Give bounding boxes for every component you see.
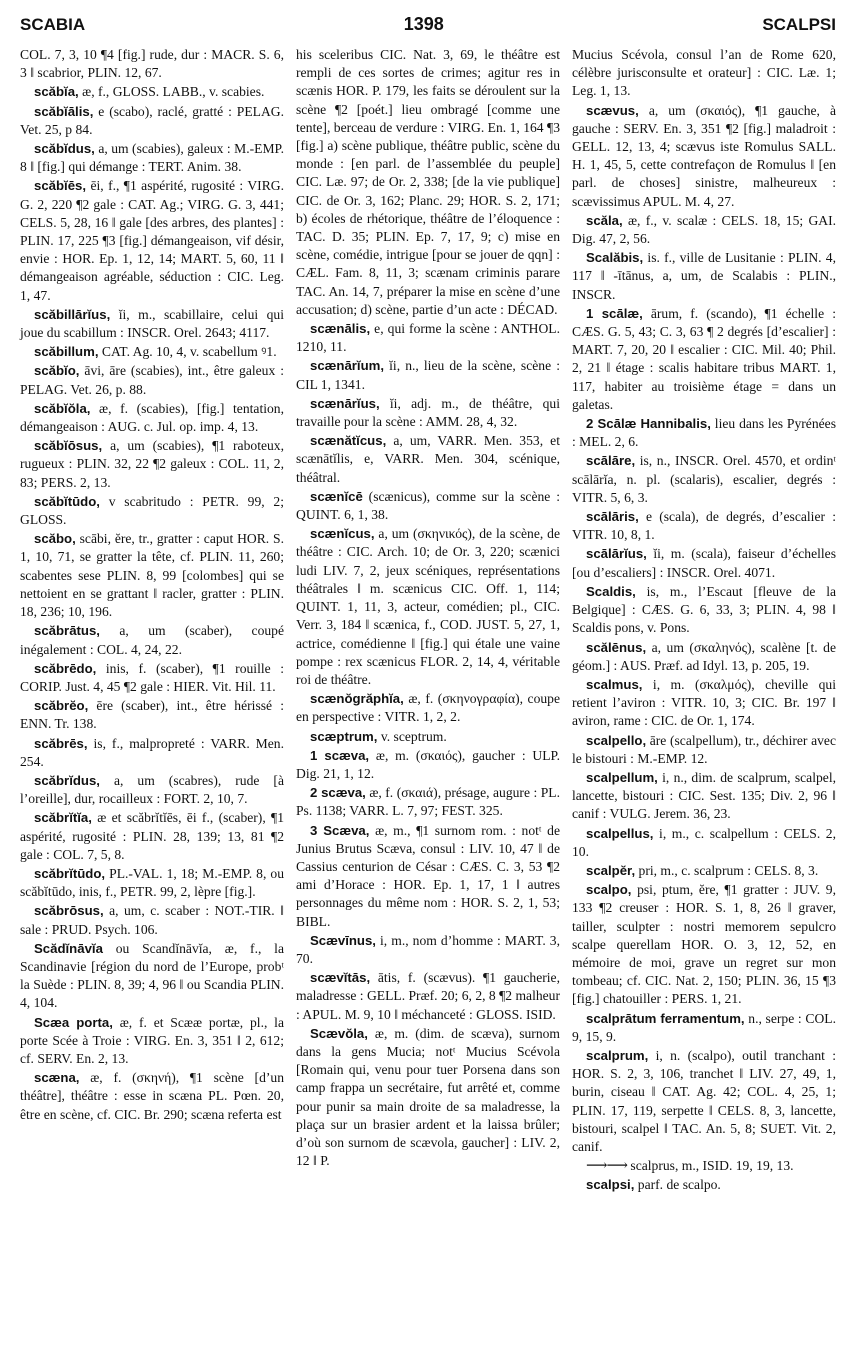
headword: scalpĕr, xyxy=(586,862,636,878)
headword: scænĭcē xyxy=(310,488,363,504)
definition-text: psi, ptum, ĕre, ¶1 gratter : JUV. 9, 133 ¶2 creuser : HOR. S. 1, 8, 26 ‖ graver, tailler, sculpter : nostri memorem sepulcro scalpe querellam HOR. O. 3, 12, 52, en mémoire de moi, grave un regret sur mon tombeau; cf. CIC. Nat. 2, 150; PLIN. 36, 15 ¶3 [fig.] chatouiller : PERS. 1, 21. xyxy=(572,882,836,1007)
definition-text: v scabritudo : PETR. 99, 2; GLOSS. xyxy=(20,493,284,528)
headword: scăbĭōsus, xyxy=(34,438,103,454)
headword: scăbrōsus, xyxy=(34,903,104,919)
dictionary-entry xyxy=(20,493,284,529)
definition-text: n., serpe : COL. 9, 15, 9. xyxy=(572,1010,836,1044)
headword: scævus, xyxy=(586,102,639,118)
headword: scæptrum, xyxy=(310,728,378,744)
definition-text: COL. 7, 3, 10 ¶4 [fig.] rude, dur : MACR. S. 6, 3 ‖ scabrior, PLIN. 12, 67. xyxy=(20,47,284,81)
column-middle xyxy=(296,46,560,1196)
entry-continuation xyxy=(20,46,284,82)
headword: scăbrēdo, xyxy=(34,660,97,676)
definition-text: (scænicus), comme sur la scène : QUINT. 6, 1, 38. xyxy=(296,488,560,523)
dictionary-entry xyxy=(572,862,836,880)
definition-text: i, n. (scalpo), outil tranchant : HOR. S. 2, 3, 106, tranchet ‖ LIV. 27, 49, 1, burin, ciseau ‖ CAT. Ag. 42; COL. 4, 25, 1; PLIN. 17, 119, serpette ‖ CELS. 8, 3, lancette, bistouri, scalpel ‖ TAC. An. 5, 8; SUET. Vit. 2, canif. xyxy=(572,1047,836,1154)
definition-text: a, um (scabies), galeux : M.-EMP. 8 ‖ [fig.] qui démange : TERT. Anim. 38. xyxy=(20,141,284,175)
headword: scăbillārĭus, xyxy=(34,306,111,322)
headword: scăbrĕo, xyxy=(34,698,89,714)
dictionary-entry xyxy=(296,969,560,1024)
headword: scænŏgrăphĭa, xyxy=(310,691,404,707)
dictionary-entry xyxy=(296,395,560,431)
dictionary-entry xyxy=(20,1069,284,1124)
dictionary-entry xyxy=(20,772,284,808)
headword: scălēnus, xyxy=(586,639,647,655)
dictionary-entry xyxy=(20,697,284,733)
headword: scalprum, xyxy=(586,1047,649,1063)
headword: scālāris, xyxy=(586,509,639,525)
definition-text: is, f., malpropreté : VARR. Men. 254. xyxy=(20,735,284,769)
dictionary-entry xyxy=(572,249,836,304)
definition-text: ĭi, m., scabillaire, celui qui joue du scabillum : INSCR. Orel. 2643; 4117. xyxy=(20,306,284,341)
definition-text: āre (scalpellum), tr., déchirer avec le bistouri : M.-EMP. 12. xyxy=(572,732,836,766)
dictionary-entry xyxy=(572,676,836,731)
dictionary-entry xyxy=(20,735,284,771)
dictionary-entry xyxy=(572,1010,836,1046)
dictionary-entry xyxy=(296,488,560,524)
dictionary-entry xyxy=(20,177,284,304)
definition-text: is, m., l’Escaut [fleuve de la Belgique] : CÆS. G. 6, 33, 3; PLIN. 4, 98 ‖ Scaldis pons, v. Pons. xyxy=(572,583,837,636)
text-columns xyxy=(20,46,836,1196)
headword: scalpsi, xyxy=(586,1177,635,1193)
definition-text: æ, m., ¶1 surnom rom. : notᵗ de Junius Brutus Scæva, consul : LIV. 10, 47 ‖ de Cassius centurion de César : CÆS. C. 3, 53 ¶2 ami d’Horace : HOR. Ep. 1, 17, 1 ‖ autres personnages du même nom : HOR. S. 2, 1, 53; BIBL. xyxy=(296,822,560,929)
dictionary-entry xyxy=(20,1014,284,1069)
headword: Scădĭnāvĭa xyxy=(34,940,103,956)
definition-text: v. sceptrum. xyxy=(380,728,447,744)
dictionary-entry xyxy=(572,825,836,861)
definition-text: lieu dans les Pyrénées : MEL. 2, 6. xyxy=(572,416,836,450)
dictionary-entry xyxy=(572,639,836,675)
dictionary-entry xyxy=(296,690,560,726)
headword: scăla, xyxy=(586,212,623,228)
definition-text: æ, f., GLOSS. LABB., v. scabies. xyxy=(82,84,265,100)
definition-text: ĭi, n., lieu de la scène, scène : CIL 1, 1341. xyxy=(296,358,560,392)
dictionary-entry xyxy=(20,140,284,176)
definition-text: inis, f. (scaber), ¶1 rouille : CORIP. Just. 4, 45 ¶2 gale : HIER. Vit. Hil. 11. xyxy=(20,660,284,694)
headword: scăbrātus, xyxy=(34,623,100,639)
dictionary-entry xyxy=(20,902,284,938)
definition-text: a, um, c. scaber : NOT.-TIR. ‖ sale : PRUD. Psych. 106. xyxy=(20,903,284,937)
definition-text: æ, f. (σκηνή), ¶1 scène [d’un théâtre], théâtre : esse in scæna PL. Pœn. 20, être en scène, cf. CIC. Br. 290; scæna referta est xyxy=(20,1070,284,1122)
dictionary-entry xyxy=(572,212,836,248)
definition-text: i, n., dim. de scalprum, scalpel, lancette, bistouri : CIC. Sest. 135; Div. 2, 96 ‖ canif : VULG. Jerem. 36, 23. xyxy=(572,769,836,822)
definition-text: a, um (σκαληνός), scalène [t. de géom.] : AUS. Præf. ad Idyl. 13, p. 205, 19. xyxy=(572,639,836,673)
dictionary-entry xyxy=(572,583,836,638)
definition-text: i, m., c. scalpellum : CELS. 2, 10. xyxy=(572,825,836,859)
definition-text: ātis, f. (scævus). ¶1 gaucherie, maladresse : GELL. Præf. 20; 6, 2, 8 ¶2 malheur : APUL. M. 9, 10 ‖ méchanceté : GLOSS. ISID. xyxy=(296,970,561,1022)
dictionary-entry xyxy=(20,660,284,696)
headword: scăbĭŏla, xyxy=(34,400,91,416)
headword: scænătĭcus, xyxy=(310,433,387,449)
dictionary-entry xyxy=(572,1176,836,1194)
dictionary-entry xyxy=(296,1025,560,1171)
dictionary-entry xyxy=(572,881,836,1008)
dictionary-entry xyxy=(296,320,560,356)
definition-text: āvi, āre (scabies), int., être galeux : PELAG. Vet. 26, p. 88. xyxy=(20,363,284,397)
definition-text: æ, f. et Scææ portæ, pl., la porte Scée à Troie : VIRG. En. 3, 351 ‖ 2, 612; cf. SERV. En. 2, 13. xyxy=(20,1014,284,1066)
headword: scăbĭālis, xyxy=(34,103,94,119)
headword: scævĭtās, xyxy=(310,970,371,986)
dictionary-entry xyxy=(20,809,284,864)
headword: scalmus, xyxy=(586,676,643,692)
definition-text: scābi, ĕre, tr., gratter : caput HOR. S. 1, 10, 71, se gratter la tête, cf. PLIN. 11, 260; scabentes sese PLIN. 8, 99 [colombes] qui se nettoient en se grattant ‖ racler, gratter : PLIN. 18, 236; 10, 196. xyxy=(20,531,284,620)
definition-text: ĭi, adj. m., de théâtre, qui travaille pour la scène : AMM. 28, 4, 32. xyxy=(296,395,560,430)
headword: scăbo, xyxy=(34,531,76,547)
headword: 3 Scæva, xyxy=(310,822,370,838)
dictionary-entry xyxy=(572,102,836,211)
dictionary-entry xyxy=(572,732,836,768)
headword: scænārĭum, xyxy=(310,358,385,374)
definition-text: Mucius Scévola, consul l’an de Rome 620, célèbre jurisconsulte et orateur] : CIC. Læ. 1; Leg. 1, 13. xyxy=(572,47,836,99)
dictionary-entry xyxy=(296,822,560,931)
dictionary-entry xyxy=(296,784,560,820)
definition-text: æ, f. (σκαιά), présage, augure : PL. Ps. 1138; VARR. L. 7, 97; FEST. 325. xyxy=(296,785,560,819)
headword: Scæa porta, xyxy=(34,1014,113,1030)
headword: 1 scæva, xyxy=(310,747,370,763)
header-last-word: SCALPSI xyxy=(762,15,836,34)
dictionary-entry xyxy=(296,357,560,393)
definition-text: æ, f. (scabies), [fig.] tentation, démangeaison : AUG. c. Jul. op. imp. 4, 13. xyxy=(20,400,284,435)
definition-text: ēi, f., ¶1 aspérité, rugosité : VIRG. G. 2, 220 ¶2 gale : CAT. Ag.; VIRG. G. 3, 441; CELS. 5, 28, 16 ‖ gale [des arbres, des plantes] : PLIN. 17, 225 ¶3 [fig.] démangeaison, vif désir, envie : HOR. Ep. 1, 12, 14; MART. 5, 60, 11 ‖ démangeaison agréable, séduction : CIC. Leg. 1, 47. xyxy=(20,178,284,303)
dictionary-entry xyxy=(20,343,284,361)
dictionary-entry xyxy=(296,728,560,746)
dictionary-entry xyxy=(572,769,836,824)
definition-text: ĭi, m. (scala), faiseur d’échelles [ou d’escaliers] : INSCR. Orel. 4071. xyxy=(572,546,836,580)
headword: scænārĭus, xyxy=(310,395,380,411)
headword: 2 Scālæ Hannibalis, xyxy=(586,416,711,432)
dictionary-entry xyxy=(20,530,284,621)
definition-text: ou Scandĭnāvĭa, æ, f., la Scandinavie [région du nord de l’Europe, probᵗ la Suède : PLIN. 8, 39; 4, 96 ‖ ou Scandia PLIN. 4, 104. xyxy=(20,940,284,1011)
headword: scăbĭēs, xyxy=(34,178,87,194)
column-left xyxy=(20,46,284,1196)
headword: 2 scæva, xyxy=(310,785,366,801)
headword: scăbrĭtĭa, xyxy=(34,810,92,826)
dictionary-entry xyxy=(572,508,836,544)
dictionary-entry xyxy=(20,400,284,436)
dictionary-entry xyxy=(20,83,284,101)
headword: Scalăbis, xyxy=(586,250,644,266)
entry-continuation xyxy=(296,46,560,319)
running-header xyxy=(20,14,836,44)
dictionary-entry xyxy=(296,432,560,487)
definition-text: a, um (scabies), ¶1 raboteux, rugueux : PLIN. 32, 22 ¶2 galeux : COL. 11, 2, 83; PERS. 2, 13. xyxy=(20,438,284,490)
dictionary-entry xyxy=(572,1157,836,1175)
headword: Scævīnus, xyxy=(310,932,376,948)
headword: 1 scālæ, xyxy=(586,305,643,321)
definition-text: ēre (scaber), int., être hérissé : ENN. Tr. 138. xyxy=(20,698,284,732)
dictionary-entry xyxy=(20,362,284,398)
headword: scalpello, xyxy=(586,732,647,748)
dictionary-entry xyxy=(20,940,284,1013)
headword: Scævŏla, xyxy=(310,1025,368,1041)
definition-text: æ, m. (dim. de scæva), surnom dans la gens Mucia; notᵗ Mucius Scévola [Romain qui, venu pour tuer Porsena dans son camp frappa un secrétaire, fut arrêté et, comme pour punir sa main droite de sa maladresse, la plaça sur un brasier ardent et la laissa brûler; d’où son surnom de scævola, gaucher] : LIV. 2, 12 ‖ P. xyxy=(296,1025,560,1169)
definition-text: ārum, f. (scando), ¶1 échelle : CÆS. G. 5, 43; C. 3, 63 ¶ 2 degrés [d’escalier] : MART. 7, 20, 20 ‖ escalier : CIC. Mil. 40; Phil. 2, 21 ‖ étage : scalis habitare tribus MART. 1, 117, habiter au troisième étage = dans un galetas. xyxy=(572,305,836,412)
dictionary-entry xyxy=(572,452,836,507)
column-right xyxy=(572,46,836,1196)
definition-text: PL.-VAL. 1, 18; M.-EMP. 8, ou scăbĭtūdo, inis, f., PETR. 99, 2, lèpre [fig.]. xyxy=(20,865,284,900)
definition-text: parf. de scalpo. xyxy=(637,1177,721,1193)
header-first-word: SCABIA xyxy=(20,15,86,34)
headword: scalprātum ferramentum, xyxy=(586,1010,745,1026)
headword: scālāre, xyxy=(586,453,636,469)
definition-text: is, n., INSCR. Orel. 4570, et ordinᵗ scālārĭa, n. pl. (scalaris), escalier, degrés : VITR. 5, 6, 3. xyxy=(572,453,836,505)
headword: scăbĭdus, xyxy=(34,141,95,157)
headword: scænālis, xyxy=(310,321,371,337)
dictionary-entry xyxy=(296,525,560,689)
dictionary-entry xyxy=(572,1047,836,1156)
definition-text: a, um (σκαιός), ¶1 gauche, à gauche : SERV. En. 3, 351 ¶2 [fig.] maladroit : GELL. 12, 13, 4; scævus iste Romulus SALL. H. 1, 45, 5, cette contrefaçon de Romulus ‖ [en parl. de choses] sinistre, malheureux : scævissimus APUL. M. 4, 27. xyxy=(572,102,836,209)
definition-text: æ, f. (σκηνογραφία), coupe en perspective : VITR. 1, 2, 2. xyxy=(296,691,560,725)
definition-text: i, m. (σκαλμός), cheville qui retient l’aviron : VITR. 10, 3; CIC. Br. 197 ‖ aviron, rame : CIC. de Or. 1, 174. xyxy=(572,676,836,729)
dictionary-entry xyxy=(20,865,284,901)
dictionary-entry xyxy=(296,932,560,968)
definition-text: æ, m. (σκαιός), gaucher : ULP. Dig. 21, 1, 12. xyxy=(296,747,560,781)
definition-text: scalprus, m., ISID. 19, 19, 13. xyxy=(630,1158,794,1174)
dictionary-entry xyxy=(572,545,836,581)
headword: scænĭcus, xyxy=(310,526,375,542)
definition-text: æ et scăbrĭtĭēs, ēi f., (scaber), ¶1 aspérité, rugosité : PLIN. 28, 139; 13, 81 ¶2 gale : COL. 7, 5, 8. xyxy=(20,810,284,862)
definition-text: a, um (σκηνικός), de la scène, de théâtre : CIC. Arch. 10; de Or. 3, 220; scænici ludi LIV. 7, 2, jeux scéniques, représentations théâtrales ‖ m. scænicus CIC. Off. 1, 114; QUINT. 1, 11, 3, acteur, comédien; pl., CIC. Verr. 3, 184 ‖ scænica, f., COD. JUST. 5, 27, 1, actrice, comédienne ‖ [fig.] qui étale une vaine pompe : rex scænicus FLOR. 2, 14, 4, véritable roi de théâtre. xyxy=(296,526,560,687)
headword: scalpellum, xyxy=(586,769,658,785)
definition-text: is. f., ville de Lusitanie : PLIN. 4, 117 ‖ -ītānus, a, um, de Scalabis : PLIN., INSCR. xyxy=(572,250,836,302)
headword: scăbrĭdus, xyxy=(34,772,100,788)
definition-text: i, m., nom d’homme : MART. 3, 70. xyxy=(296,932,560,966)
definition-text: pri, m., c. scalprum : CELS. 8, 3. xyxy=(638,862,819,878)
definition-text: a, um (scabres), rude [à l’oreille], dur, rocailleux : FORT. 2, 10, 7. xyxy=(20,772,284,807)
headword: scæna, xyxy=(34,1070,80,1086)
headword: scăbĭo, xyxy=(34,363,80,379)
definition-text: e, qui forme la scène : ANTHOL. 1210, 11. xyxy=(296,321,560,355)
definition-text: e (scabo), raclé, gratté : PELAG. Vet. 25, p 84. xyxy=(20,103,284,137)
dictionary-entry xyxy=(572,415,836,451)
headword: Scaldis, xyxy=(586,583,636,599)
dictionary-entry xyxy=(572,305,836,414)
headword: scalpo, xyxy=(586,882,632,898)
headword: scăbĭa, xyxy=(34,84,79,100)
dictionary-entry xyxy=(20,103,284,139)
page-number: 1398 xyxy=(403,14,444,34)
headword: scăbĭtūdo, xyxy=(34,493,100,509)
dictionary-entry xyxy=(296,747,560,783)
definition-text: e (scala), de degrés, d’escalier : VITR. 10, 8, 1. xyxy=(572,509,836,543)
dictionary-entry xyxy=(20,306,284,342)
headword: scalpellus, xyxy=(586,825,654,841)
definition-text: a, um (scaber), coupé inégalement : COL. 4, 24, 22. xyxy=(20,623,285,657)
headword: scālārĭus, xyxy=(586,546,647,562)
entry-continuation xyxy=(572,46,836,101)
definition-text: æ, f., v. scalæ : CELS. 18, 15; GAI. Dig. 47, 2, 56. xyxy=(572,212,836,247)
headword: scăbillum, xyxy=(34,344,99,360)
headword: scăbrĭtūdo, xyxy=(34,865,106,881)
dictionary-entry xyxy=(20,437,284,492)
arrow-icon: ⟶⟶ xyxy=(586,1158,628,1175)
dictionary-entry xyxy=(20,622,284,658)
definition-text: his sceleribus CIC. Nat. 3, 69, le théâtre est rempli de ces sortes de crimes; agitur res in scænis HOR. P. 179, les faits se déroulent sur la scène ¶2 [poét.] lieu ombragé [comme une tente], berceau de verdure : VIRG. En. 1, 164 ¶3 [fig.] a) scène publique, théâtre public, scène du monde : [en parl. de l’assemblée du peuple] CIC. Læ. 97; de Or. 2, 338; [de la vie publique] CIC. de Or. 3, 162; Planc. 29; HOR. S. 2, 171; b) écoles de rhétorique, théâtre de l’éloquence : TAC. D. 35; PLIN. Ep. 7, 17, 9; c) mise en scène, comédie, intrigue [pour se jouer de qqn] : CÆL. Fam. 8, 11, 3; scænam criminis parare TAC. An. 14, 7, préparer la mise en scène d’une accusation; d) scène, partie d’un acte : DÉCAD. xyxy=(296,47,560,317)
headword: scăbrēs, xyxy=(34,735,88,751)
definition-text: CAT. Ag. 10, 4, v. scabellum ꝰ1. xyxy=(101,344,277,360)
definition-text: a, um, VARR. Men. 353, et scænātĭlis, e, VARR. Men. 304, scénique, théâtral. xyxy=(296,433,560,485)
